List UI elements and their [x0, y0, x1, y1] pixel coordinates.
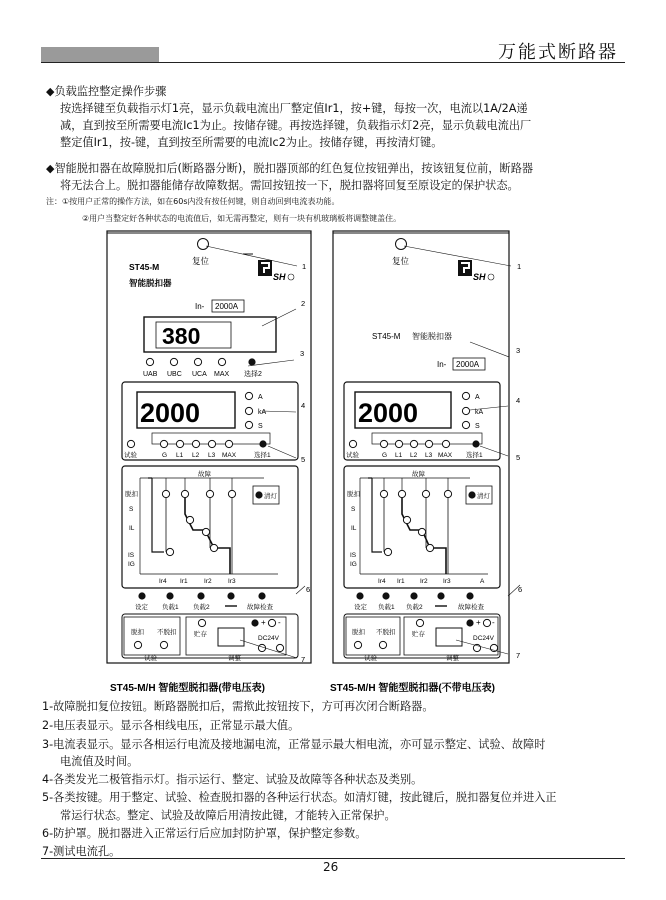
- indicator-label: 试验: [346, 452, 359, 459]
- unit-label: A: [475, 394, 480, 401]
- legend-item: 常运行状态。整定、试验及故障后用清按此键，才能转入正常保护。: [60, 809, 396, 822]
- callout-number: 1: [302, 262, 307, 271]
- callout-number: 7: [301, 655, 306, 664]
- voltage-label: UAB: [143, 371, 158, 378]
- indicator-label: G: [162, 452, 168, 459]
- dc24v-label: DC24V: [258, 635, 279, 642]
- indicator-label: 试验: [124, 452, 137, 459]
- trip-button-label: 脱扣: [131, 629, 144, 636]
- curve-x-label: Ir1: [397, 578, 405, 585]
- model-label: ST45-M: [372, 332, 401, 341]
- indicator-label: L2: [192, 452, 200, 459]
- section2-line: 将无法合上。脱扣器能储存故障数据。需回按钮按一下，脱扣器将回复至原设定的保护状态。: [60, 179, 519, 192]
- callout-number: 1: [517, 262, 522, 271]
- callout-number: 4: [516, 396, 521, 405]
- section1-line: 整定值Ir1，按-键，直到按至所需要的电流Ic2为止。按储存键，再按清灯键。: [60, 136, 443, 149]
- legend-item: 7-测试电流孔。: [42, 845, 121, 858]
- no-trip-button[interactable]: [379, 641, 386, 648]
- svg-text:-: -: [492, 618, 495, 627]
- store-label: 贮存: [194, 631, 207, 638]
- indicator-label: 选择1: [254, 452, 271, 459]
- figure-caption: ST45-M/H 智能型脱扣器(带电压表): [110, 683, 265, 694]
- model-label: ST45-M: [129, 262, 160, 272]
- curve-y-label: IS: [128, 552, 135, 559]
- indicator-label: L1: [395, 452, 403, 459]
- legend-item: 4-各类发光二极管指示灯。指示运行、整定、试验及故障等各种状态及类别。: [42, 773, 423, 786]
- section2-line: ◆ 智能脱扣器在故障脱扣后(断路器分断)，脱扣器顶部的红色复位按钮弹出，按该钮复位前，断路器: [46, 160, 533, 178]
- section1-line: 减，直到按至所需要电流Ic1为止。按储存键。再按选择键，负载指示灯2亮，显示负载电流出厂: [60, 119, 532, 132]
- curve-x-label: A: [480, 578, 485, 585]
- trip-button-label: 脱扣: [352, 629, 365, 636]
- callout-number: 3: [300, 349, 305, 358]
- reset-label: 复位: [192, 256, 210, 266]
- voltage-label: UBC: [167, 371, 182, 378]
- svg-text:-: -: [278, 618, 281, 627]
- callout-number: 4: [301, 401, 306, 410]
- reset-button[interactable]: [396, 239, 407, 250]
- current-readout: 2000: [358, 398, 419, 428]
- unit-label: S: [475, 423, 480, 430]
- legend-item: 电流值及时间。: [60, 755, 139, 768]
- store-button[interactable]: [416, 619, 423, 626]
- svg-text:+: +: [476, 618, 481, 627]
- voltage-label: UCA: [192, 371, 207, 378]
- test-label: 试验: [364, 655, 377, 662]
- indicator-label: L3: [208, 452, 216, 459]
- clear-label: 清灯: [264, 493, 277, 500]
- voltage-readout: 380: [162, 323, 201, 349]
- status-label: 设定: [135, 604, 148, 611]
- callout-number: 6: [518, 585, 523, 594]
- in-label: In-: [437, 360, 447, 369]
- curve-x-label: Ir1: [180, 578, 188, 585]
- curve-y-label: 脱扣: [347, 491, 360, 498]
- indicator-label: L3: [425, 452, 433, 459]
- current-readout: 2000: [140, 398, 201, 428]
- legend-item: 6-防护罩。脱扣器进入正常运行后应加封防护罩，保护整定参数。: [42, 827, 367, 840]
- figure-caption: ST45-M/H 智能型脱扣器(不带电压表): [330, 683, 495, 694]
- curve-x-label: Ir3: [443, 578, 451, 585]
- page-number: 26: [323, 860, 339, 874]
- curve-y-label: IL: [129, 525, 135, 532]
- curve-x-label: Ir4: [159, 578, 167, 585]
- svg-text:+: +: [261, 618, 266, 627]
- test-socket: [436, 628, 462, 646]
- status-label: 设定: [354, 604, 367, 611]
- device-name: 智能脱扣器: [129, 278, 172, 288]
- svg-text:SH: SH: [273, 272, 286, 282]
- callout-number: 5: [516, 453, 521, 462]
- clear-label: 清灯: [477, 493, 490, 500]
- indicator-label: L1: [176, 452, 184, 459]
- indicator-label: MAX: [222, 452, 237, 459]
- curve-y-label: 脱扣: [125, 491, 138, 498]
- unit-label: S: [258, 423, 263, 430]
- status-label: 负载1: [378, 604, 395, 611]
- callout-number: 5: [301, 455, 306, 464]
- status-label: 故障检查: [247, 604, 273, 611]
- in-value: 2000A: [456, 360, 480, 369]
- curve-y-label: IL: [351, 525, 357, 532]
- no-trip-button-label: 不脱扣: [157, 629, 177, 636]
- legend-item: 3-电流表显示。显示各相运行电流及接地漏电流，正常显示最大相电流，亦可显示整定、试验、故障时: [42, 738, 546, 751]
- reset-label: 复位: [392, 256, 410, 266]
- curve-y-label: IG: [128, 561, 135, 568]
- legend-item: 5-各类按键。用于整定、试验、检查脱扣器的各种运行状态。如清灯键，按此键后，脱扣器复位并进入正: [42, 791, 557, 804]
- unit-label: kA: [475, 409, 484, 416]
- fault-title: 故障: [198, 471, 211, 478]
- section1-heading: ◆ 负载监控整定操作步骤: [46, 83, 166, 101]
- status-label: 负载2: [406, 604, 423, 611]
- indicator-label: L2: [410, 452, 418, 459]
- in-label: In-: [195, 302, 205, 311]
- note-line: ②用户当整定好各种状态的电流值后，如无需再整定，则有一块有机玻璃板将调整键盖住。: [82, 214, 402, 223]
- voltage-label: 选择2: [244, 371, 262, 378]
- unit-label: kA: [258, 409, 267, 416]
- trip-button[interactable]: [354, 641, 361, 648]
- callout-number: 3: [516, 346, 521, 355]
- note-line: 注：①按用户正常的操作方法，如在60s内没有按任何键，则自动回到电流表功能。: [46, 197, 340, 206]
- curve-y-label: IS: [350, 552, 357, 559]
- status-label: 负载2: [193, 604, 210, 611]
- panel-diagram: [0, 228, 666, 698]
- in-value: 2000A: [215, 302, 239, 311]
- status-label: 故障检查: [458, 604, 484, 611]
- trip-button[interactable]: [134, 641, 141, 648]
- indicator-label: 选择1: [466, 452, 483, 459]
- no-trip-button[interactable]: [160, 641, 167, 648]
- curve-y-label: S: [351, 506, 356, 513]
- fault-curve-panel: [344, 466, 500, 588]
- section1-line: 按选择键至负载指示灯1亮，显示负载电流出厂整定值Ir1，按+键，每按一次，电流以1A/2A递: [60, 102, 528, 115]
- no-trip-button-label: 不脱扣: [376, 629, 396, 636]
- store-label: 贮存: [412, 631, 425, 638]
- footer-rule: [41, 858, 625, 859]
- page-header-title: 万能式断路器: [498, 42, 618, 63]
- curve-y-label: S: [129, 506, 134, 513]
- curve-x-label: Ir3: [228, 578, 236, 585]
- curve-x-label: Ir2: [420, 578, 428, 585]
- test-socket: [218, 628, 244, 646]
- panel-left: [107, 231, 311, 663]
- svg-text:SH: SH: [473, 272, 486, 282]
- reset-button[interactable]: [198, 239, 209, 250]
- status-label: 负载1: [162, 604, 179, 611]
- device-name: 智能脱扣器: [412, 332, 452, 341]
- store-button[interactable]: [198, 619, 205, 626]
- callout-number: 7: [516, 651, 521, 660]
- indicator-label: G: [382, 452, 388, 459]
- test-label: 试验: [144, 655, 157, 662]
- dc24v-label: DC24V: [473, 635, 494, 642]
- curve-x-label: Ir2: [204, 578, 212, 585]
- unit-label: A: [258, 394, 263, 401]
- voltage-label: MAX: [214, 371, 230, 378]
- curve-y-label: IG: [350, 561, 357, 568]
- adjust-label: 调整: [228, 655, 241, 662]
- indicator-label: MAX: [438, 452, 453, 459]
- callout-number: 2: [301, 299, 306, 308]
- curve-x-label: Ir4: [378, 578, 386, 585]
- legend-item: 2-电压表显示。显示各相线电压，正常显示最大值。: [42, 719, 300, 732]
- legend-item: 1-故障脱扣复位按钮。断路器脱扣后，需揿此按钮按下，方可再次闭合断路器。: [42, 700, 434, 713]
- fault-title: 故障: [412, 471, 425, 478]
- callout-number: 6: [306, 585, 311, 594]
- header-bar: [41, 47, 159, 62]
- adjust-label: 调整: [446, 655, 459, 662]
